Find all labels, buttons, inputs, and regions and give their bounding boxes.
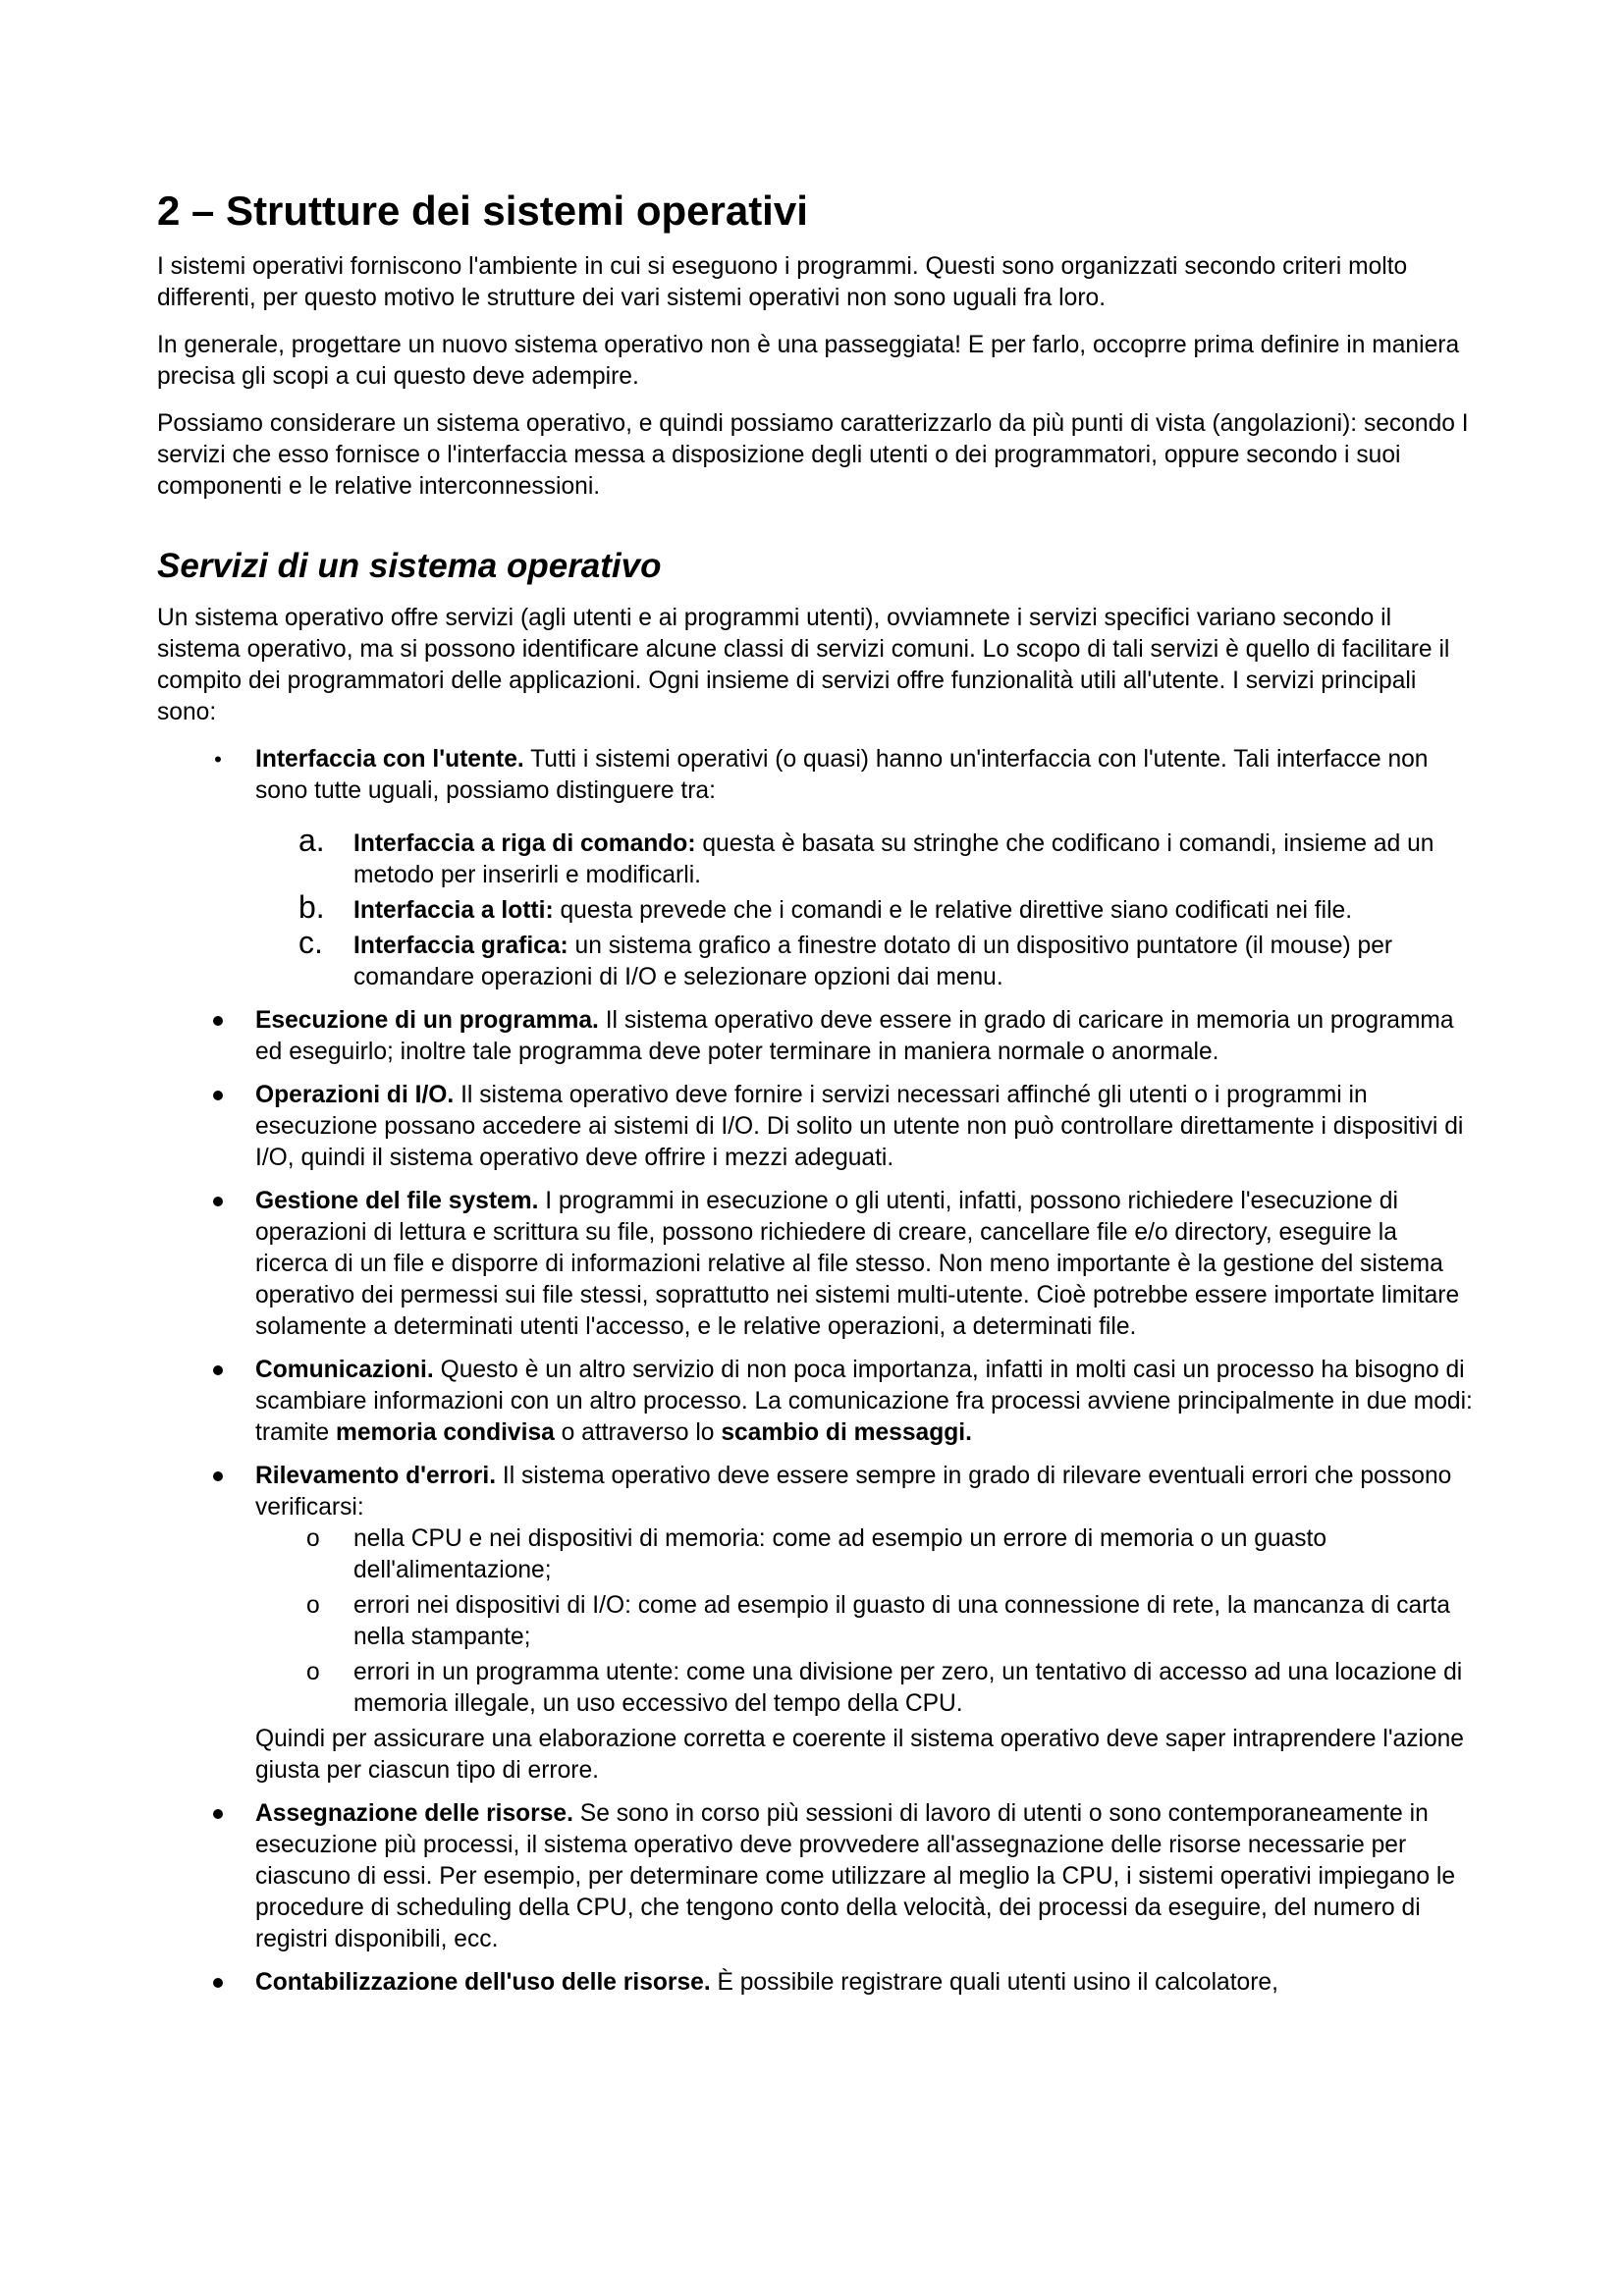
body-text: questa è basata su stringhe che codificano i comandi, insieme ad un metodo per inserirli e modificarli.: [353, 830, 1434, 889]
list-item: [157, 1461, 1473, 1787]
list-item-text: [255, 1188, 1459, 1340]
list-item: [157, 1005, 1473, 1068]
sub-list-item: [255, 889, 1473, 927]
sub-list-item-text: nella CPU e nei dispositivi di memoria: come ad esempio un errore di memoria o un guasto dell'alimentazione;: [353, 1525, 1327, 1584]
list-item-text: [255, 1800, 1455, 1952]
section-heading: Servizi di un sistema operativo: [157, 547, 662, 586]
body-text: È possibile registrare quali utenti usino il calcolatore,: [710, 1969, 1278, 1997]
sub-list-item-text: errori nei dispositivi di I/O: come ad esempio il guasto di una connessione di rete, la mancanza di carta nella stampante;: [353, 1592, 1450, 1651]
sub-list-item: [255, 823, 1473, 891]
alpha-marker: c.: [298, 925, 323, 961]
list-item: [157, 744, 1473, 993]
bold-text: scambio di messaggi.: [721, 1419, 972, 1447]
bold-text: Interfaccia con l'utente.: [255, 746, 524, 774]
bold-text: Assegnazione delle risorse.: [255, 1800, 573, 1828]
follow-up-text: Quindi per assicurare una elaborazione corretta e coerente il sistema operativo deve saper intraprendere l'azione giusta per ciascun tipo di errore.: [255, 1726, 1464, 1785]
sub-list-item-text: [353, 830, 1434, 888]
error-types-list: [255, 1523, 1473, 1720]
body-text: Questo è un altro servizio di non poca importanza, infatti in molti casi un processo ha bisogno di scambiare informazioni con un altro processo. La comunicazione fra processi avviene principalmente in due modi: tramite: [255, 1357, 1473, 1447]
list-item: [157, 1798, 1473, 1955]
list-item-text: [255, 746, 1428, 804]
bold-text: Interfaccia grafica:: [353, 933, 568, 960]
alpha-marker: b.: [298, 889, 325, 926]
intro-paragraph: In generale, progettare un nuovo sistema operativo non è una passeggiata! E per farlo, occoprre prima definire in maniera precisa gli scopi a cui questo deve adempire.: [157, 332, 1460, 391]
interface-types-list: [255, 823, 1473, 993]
list-item-text: [255, 1082, 1463, 1171]
page-title: 2 – Strutture dei sistemi operativi: [157, 187, 808, 234]
list-item-text: [255, 1357, 1473, 1446]
sub-list-item-text: errori in un programma utente: come una divisione per zero, un tentativo di accesso ad una locazione di memoria illegale, un uso eccessivo del tempo della CPU.: [353, 1659, 1463, 1718]
sub-list-item: [255, 925, 1473, 993]
alpha-marker: a.: [298, 823, 325, 859]
body-text: Il sistema operativo deve fornire i servizi necessari affinché gli utenti o i programmi in esecuzione possano accedere ai sistemi di I/O. Di solito un utente non può controllare direttamente i dispositivi di I/O, quindi il sistema operativo deve offrire i mezzi adeguati.: [255, 1082, 1464, 1172]
sub-list-item-text: [353, 933, 1392, 990]
services-list: [157, 744, 1473, 1999]
body-text: o attraverso lo: [554, 1419, 722, 1447]
sub-list-item-text: [353, 897, 1352, 924]
body-text: Tutti i sistemi operativi (o quasi) hanno un'interfaccia con l'utente. Tali interfacce non sono tutte uguali, possiamo distinguere tra:: [255, 746, 1429, 805]
bold-text: memoria condivisa: [336, 1419, 555, 1447]
bold-text: Contabilizzazione dell'uso delle risorse.: [255, 1969, 711, 1997]
list-item: [157, 1355, 1473, 1449]
bold-text: Comunicazioni.: [255, 1357, 434, 1384]
list-item: [157, 1967, 1473, 1999]
bold-text: Operazioni di I/O.: [255, 1082, 455, 1109]
list-item: [157, 1080, 1473, 1174]
body-text: questa prevede che i comandi e le relative direttive siano codificati nei file.: [553, 897, 1353, 925]
list-item-text: [255, 1969, 1278, 1996]
body-text: Il sistema operativo deve essere sempre in grado di rilevare eventuali errori che possono verificarsi:: [255, 1463, 1452, 1522]
list-item: [157, 1186, 1473, 1343]
bold-text: Gestione del file system.: [255, 1188, 539, 1215]
body-text: I programmi in esecuzione o gli utenti, infatti, possono richiedere l'esecuzione di operazioni di lettura e scrittura su file, possono richiedere di creare, cancellare file e/o directory, eseguire la ricerca di un file e disporre di informazioni relative al file stesso. Non meno importante è la gestione del sistema operativo dei permessi sui file stessi, soprattutto nei sistemi multi-utente. Cioè potrebbe essere importate limitare solamente a determinati utenti l'accesso, e le relative operazioni, a determinati file.: [255, 1188, 1460, 1341]
bold-text: Rilevamento d'errori.: [255, 1463, 497, 1490]
section-paragraph: Un sistema operativo offre servizi (agli utenti e ai programmi utenti), ovviamnete i servizi specifici variano secondo il sistema operativo, ma si possono identificare alcune classi di servizi comuni. Lo scopo di tali servizi è quello di facilitare il compito dei programmatori delle applicazioni. Ogni insieme di servizi offre funzionalità utili all'utente. I servizi principali sono:: [157, 605, 1450, 726]
bold-text: Esecuzione di un programma.: [255, 1007, 599, 1035]
bold-text: Interfaccia a lotti:: [353, 897, 554, 925]
body-text: un sistema grafico a finestre dotato di un dispositivo puntatore (il mouse) per comandare operazioni di I/O e selezionare opzioni dai menu.: [353, 933, 1393, 991]
circle-marker: o: [306, 1525, 320, 1553]
sub-list-item: [255, 1523, 1473, 1586]
sub-list-item: [255, 1590, 1473, 1653]
list-item-text: [255, 1007, 1454, 1065]
document-page: [157, 187, 1473, 2010]
bullet-icon: •: [214, 747, 222, 773]
bold-text: Interfaccia a riga di comando:: [353, 830, 696, 858]
circle-marker: o: [306, 1592, 320, 1620]
sub-list-item: [255, 1657, 1473, 1720]
list-item-text: [255, 1463, 1451, 1521]
body-text: Il sistema operativo deve essere in grado di caricare in memoria un programma ed eseguirlo; inoltre tale programma deve poter terminare in maniera normale o anormale.: [255, 1007, 1454, 1066]
intro-paragraph: Possiamo considerare un sistema operativo, e quindi possiamo caratterizzarlo da più punti di vista (angolazioni): secondo I servizi che esso fornisce o l'interfaccia messa a disposizione degli utenti o dei programmatori, oppure secondo i suoi componenti e le relative interconnessioni.: [157, 410, 1469, 501]
circle-marker: o: [306, 1659, 320, 1686]
intro-paragraph: I sistemi operativi forniscono l'ambiente in cui si eseguono i programmi. Questi sono organizzati secondo criteri molto differenti, per questo motivo le strutture dei vari sistemi operativi non sono uguali fra loro.: [157, 253, 1408, 312]
body-text: Se sono in corso più sessioni di lavoro di utenti o sono contemporaneamente in esecuzione più processi, il sistema operativo deve provvedere all'assegnazione delle risorse necessarie per ciascuno di essi. Per esempio, per determinare come utilizzare al meglio la CPU, i sistemi operativi impiegano le procedure di scheduling della CPU, che tengono conto della velocità, dei processi da eseguire, del numero di registri disponibili, ecc.: [255, 1800, 1456, 1953]
